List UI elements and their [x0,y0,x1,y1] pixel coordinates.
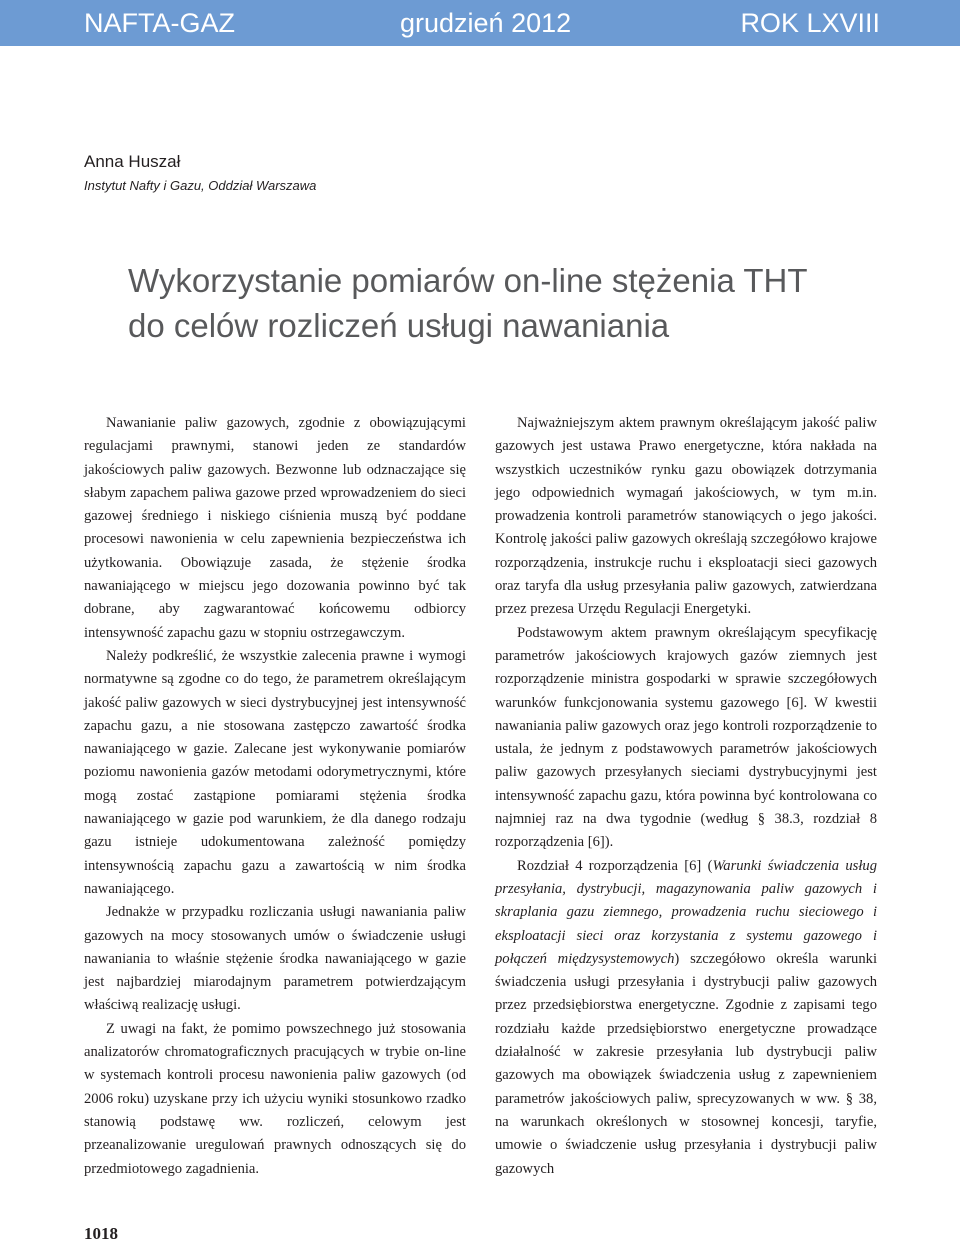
journal-name: NAFTA-GAZ [84,8,235,38]
paragraph-text: ) szczegółowo określa warunki świadczenia usługi przesyłania i dystrybucji paliw gazowych przez przedsiębiorstwa energetyczne. Zgodnie z zapisami tego rozdziału każde przedsiębiorstwo energetyczne prowadzące działalność w zakresie przesyłania lub dystrybucji paliw gazowych ma obowiązek świadczenia usług z zapewnieniem parametrów jakościowych paliw, sprecyzowanych w ww. § 38, na warunkach określonych w stosownej koncesji, taryfie, umowie o świadczenie usług przesyłania i dystrybucji paliw gazowych [495,950,878,1177]
right-text-column [495,412,877,1181]
author-name: Anna Huszał [84,152,181,171]
article-title [128,258,888,348]
paragraph: Należy podkreślić, że wszystkie zalecenia prawne i wymogi normatywne są zgodne co do tego, że parametrem określającym jakość paliw gazowych w sieci dystrybucyjnej jest intensywność zapachu gazu, a nie stosowana zastępczo zawartość środka nawaniającego w gazie. Zalecane jest wykonywanie pomiarów poziomu nawonienia gazów metodami odorymetrycznymi, które mogą zostać zastąpione pomiarami stężenia środka nawaniającego w gazie pod warunkiem, że dla danego rodzaju gazu istnieje udokumentowana zależność pomiędzy intensywnością zapachu gazu a zawartością w nim środka nawaniającego. [84,647,466,897]
paragraph [495,855,877,1181]
issue-date: grudzień 2012 [400,8,572,38]
article-title-line1: Wykorzystanie pomiarów on-line stężenia THT [128,262,808,299]
left-text-column [84,412,466,1181]
article-title-line2: do celów rozliczeń usługi nawaniania [128,307,670,344]
paragraph: Nawanianie paliw gazowych, zgodnie z obowiązującymi regulacjami prawnymi, stanowi jeden ze standardów jakościowych paliw gazowych. Bezwonne lub odznaczające się słabym zapachem paliwa gazowe przed wprowadzeniem do sieci gazowej średniego i niskiego ciśnienia muszą być poddane procesowi nawonienia w celu zapewnienia bezpieczeństwa ich użytkowania. Obowiązuje zasada, że stężenie środka nawaniającego w miejscu jego dozowania powinno być tak dobrane, aby zagwarantować końcowemu odbiorcy intensywność zapachu gazu w stopniu ostrzegawczym. [84,415,466,641]
paragraph: Podstawowym aktem prawnym określającym specyfikację parametrów jakościowych krajowych gazów ziemnych jest rozporządzenie ministra gospodarki w sprawie szczegółowych warunków funkcjonowania systemu gazowego [6]. W kwestii nawaniania paliw gazowych oraz jego kontroli rozporządzenie to ustala, że jednym z podstawowych parametrów jakościowych paliw gazowych przesyłanych sieciami dystrybucyjnymi jest intensywność zapachu gazu, która powinna być kontrolowana co najmniej raz na dwa tygodnie (według § 38.3, rozdział 8 rozporządzenia [6]). [495,624,877,851]
paragraph: Jednakże w przypadku rozliczania usługi nawaniania paliw gazowych na mocy stosowanych umów o świadczenie usługi nawaniania to właśnie stężenie środka nawaniającego w gazie jest najbardziej miarodajnym parametrem potwierdzającym właściwą realizację usługi. [84,904,466,1014]
journal-header-bar [0,0,960,46]
paragraph: Z uwagi na fakt, że pomimo powszechnego już stosowania analizatorów chromatograficznych pracujących w trybie on-line w systemach kontroli procesu nawonienia paliw gazowych (od 2006 roku) uzyskane przy ich użyciu wyniki stosunkowo rzadko stanowią podstawę ww. rozliczeń, celowym jest przeanalizowanie uregulowań prawnych odnoszących się do przedmiotowego zagadnienia. [84,1020,466,1177]
volume-label: ROK LXVIII [740,8,880,38]
page-number: 1018 [84,1224,118,1242]
chapter-title-italic: Warunki świadczenia usług przesyłania, dystrybucji, magazynowania paliw gazowych i skraplania gazu ziemnego, prowadzenia ruchu sieciowego i eksploatacji sieci oraz korzystania z systemu gazowego i połączeń międzysystemowych [495,857,878,967]
author-affiliation: Instytut Nafty i Gazu, Oddział Warszawa [84,178,317,193]
paragraph: Najważniejszym aktem prawnym określającym jakość paliw gazowych jest ustawa Prawo energetyczne, która nakłada na wszystkich uczestników rynku gazu obowiązek dotrzymania jego odpowiednich wymagań jakościowych, w tym m.in. prowadzenia kontroli parametrów stanowiących o jego jakości. Kontrolę jakości paliw gazowych określają szczegółowo krajowe rozporządzenia, instrukcje ruchu i eksploatacji sieci gazowych oraz taryfa dla usług przesyłania paliw gazowych, zatwierdzana przez prezesa Urzędu Regulacji Energetyki. [495,415,877,618]
paragraph-text: Rozdział 4 rozporządzenia [6] ( [517,857,713,874]
